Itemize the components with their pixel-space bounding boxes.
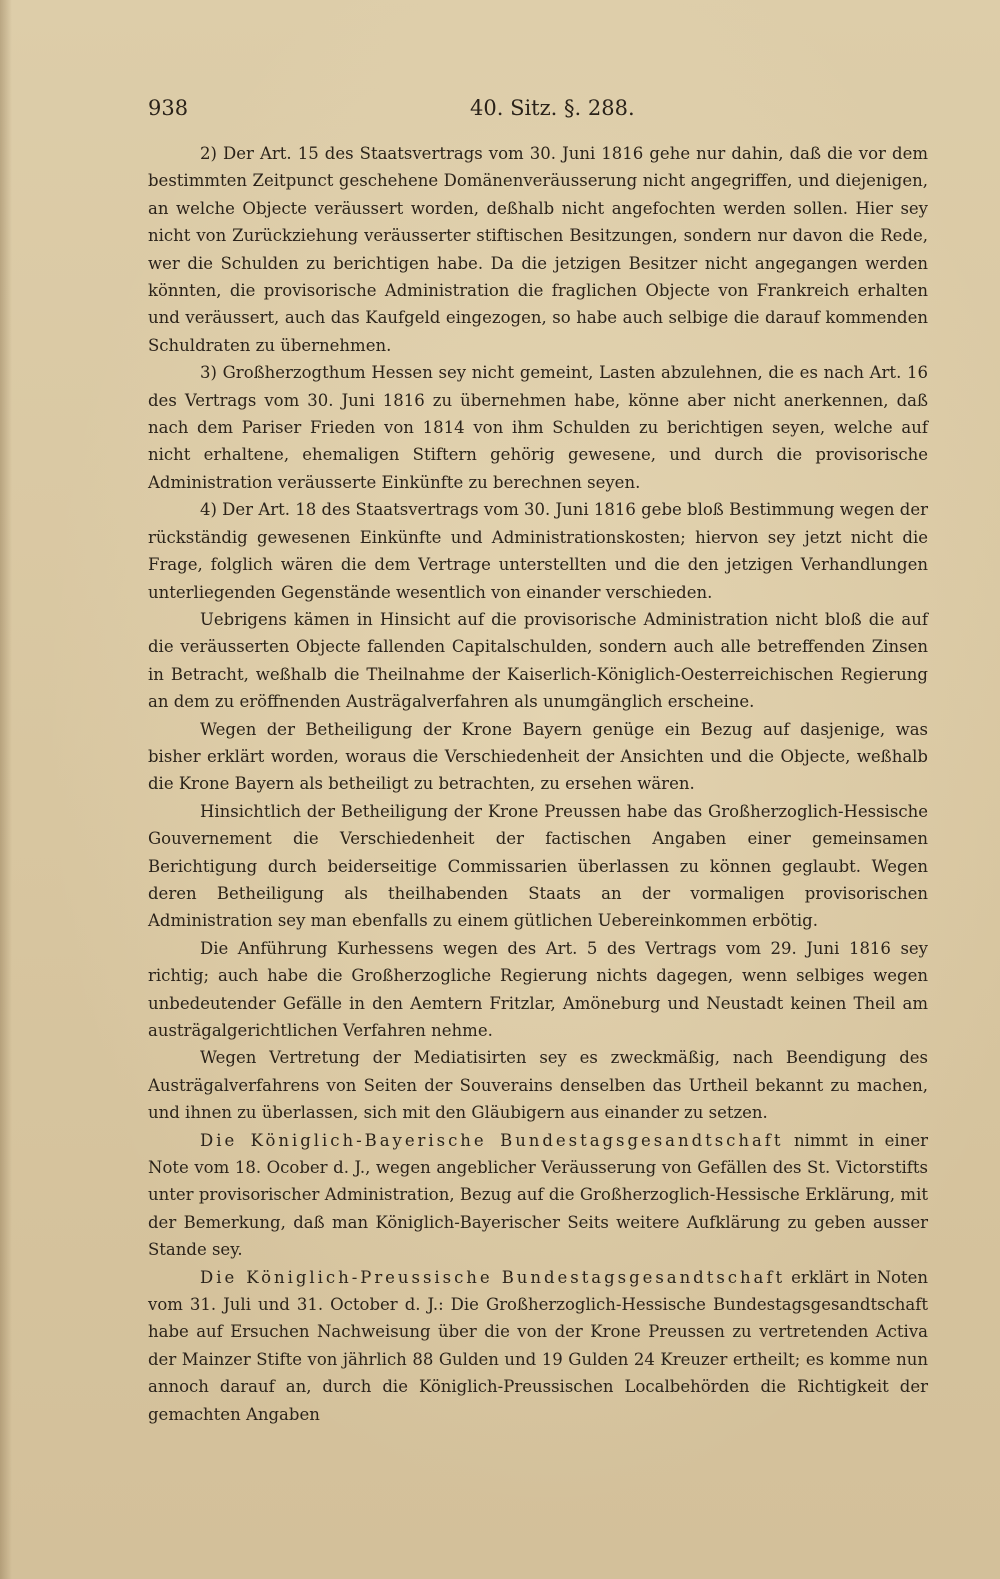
paragraph-rest: erklärt in Noten vom 31. Juli und 31. October d. J.: Die Großherzoglich-Hessische Bundestagsgesandtschaft habe auf Ersuchen Nachweisung über die von der Krone Preussen zu vertretenden Activa der Mainzer Stifte von jährlich 88 Gulden und 19 Gulden 24 Kreuzer ertheilt; es komme nun annoch darauf an, durch die Königlich-Preussischen Localbehörden die Richtigkeit der gemachten Angaben: [148, 1267, 928, 1424]
paragraph: Hinsichtlich der Betheiligung der Krone Preussen habe das Großherzoglich-Hessische Gouvernement die Verschiedenheit der factischen Angaben einer gemeinsamen Berichtigung durch beiderseitige Commissarien überlassen zu können geglaubt. Wegen deren Betheiligung als theilhabenden Staats an der vormaligen provisorischen Administration sey man ebenfalls zu einem gütlichen Uebereinkommen erbötig.: [148, 801, 928, 931]
paragraph: [148, 1264, 928, 1428]
emphasized-lead: Die Königlich-Preussische Bundestagsgesandtschaft: [200, 1267, 786, 1287]
paragraph: 2) Der Art. 15 des Staatsvertrags vom 30. Juni 1816 gehe nur dahin, daß die vor dem bestimmten Zeitpunct geschehene Domänenveräusserung nicht angegriffen, und diejenigen, an welche Objecte veräussert worden, deßhalb nicht angefochten werden sollen. Hier sey nicht von Zurückziehung veräusserter stiftischen Besitzungen, sondern nur davon die Rede, wer die Schulden zu berichtigen habe. Da die jetzigen Besitzer nicht angegangen werden könnten, die provisorische Administration die fraglichen Objecte von Frankreich erhalten und veräussert, auch das Kaufgeld eingezogen, so habe auch selbige die darauf kommenden Schuldraten zu übernehmen.: [148, 144, 928, 355]
paragraph: [148, 1127, 928, 1264]
paragraph: 4) Der Art. 18 des Staatsvertrags vom 30. Juni 1816 gebe bloß Bestimmung wegen der rückständig gewesenen Einkünfte und Administrationskosten; hiervon sey jetzt nicht die Frage, folglich wären die dem Vertrage unterstellten und die den jetzigen Verhandlungen unterliegenden Gegenstände wesentlich von einander verschieden.: [148, 500, 928, 602]
page-header: [148, 96, 928, 128]
page-number: 938: [148, 96, 189, 120]
paragraph: Die Anführung Kurhessens wegen des Art. 5 des Vertrags vom 29. Juni 1816 sey richtig; auch habe die Großherzogliche Regierung nichts dagegen, wenn selbiges wegen unbedeutender Gefälle in den Aemtern Fritzlar, Amöneburg und Neustadt keinen Theil am austrägalgerichtlichen Verfahren nehme.: [148, 938, 928, 1040]
paragraph-rest: nimmt in einer Note vom 18. Ocober d. J., wegen angeblicher Veräusserung von Gefällen des St. Victorstifts unter provisorischer Administration, Bezug auf die Großherzoglich-Hessische Erklärung, mit der Bemerkung, daß man Königlich-Bayerischer Seits weitere Aufklärung zu geben ausser Stande sey.: [148, 1130, 928, 1260]
running-head: 40. Sitz. §. 288.: [470, 96, 635, 120]
emphasized-lead: Die Königlich-Bayerische Bundestagsgesandtschaft: [200, 1130, 784, 1150]
paragraph: Wegen der Betheiligung der Krone Bayern genüge ein Bezug auf dasjenige, was bisher erklärt worden, woraus die Verschiedenheit der Ansichten und die Objecte, weßhalb die Krone Bayern als betheiligt zu betrachten, zu ersehen wären.: [148, 719, 928, 794]
paragraph: Uebrigens kämen in Hinsicht auf die provisorische Administration nicht bloß die auf die veräusserten Objecte fallenden Capitalschulden, sondern auch alle betreffenden Zinsen in Betracht, weßhalb die Theilnahme der Kaiserlich-Königlich-Oesterreichischen Regierung an dem zu eröffnenden Austrägalverfahren als unumgänglich erscheine.: [148, 609, 928, 712]
body-text: [148, 140, 928, 1428]
paragraph: Wegen Vertretung der Mediatisirten sey es zweckmäßig, nach Beendigung des Austrägalverfahrens von Seiten der Souverains denselben das Urtheil bekannt zu machen, und ihnen zu überlassen, sich mit den Gläubigern aus einander zu setzen.: [148, 1048, 928, 1123]
paragraph: 3) Großherzogthum Hessen sey nicht gemeint, Lasten abzulehnen, die es nach Art. 16 des Vertrags vom 30. Juni 1816 zu übernehmen habe, könne aber nicht anerkennen, daß nach dem Pariser Frieden von 1814 von ihm Schulden zu berichtigen seyen, welche auf nicht erhaltene, ehemaligen Stiftern gehörig gewesene, und durch die provisorische Administration veräusserte Einkünfte zu berechnen seyen.: [148, 363, 928, 492]
